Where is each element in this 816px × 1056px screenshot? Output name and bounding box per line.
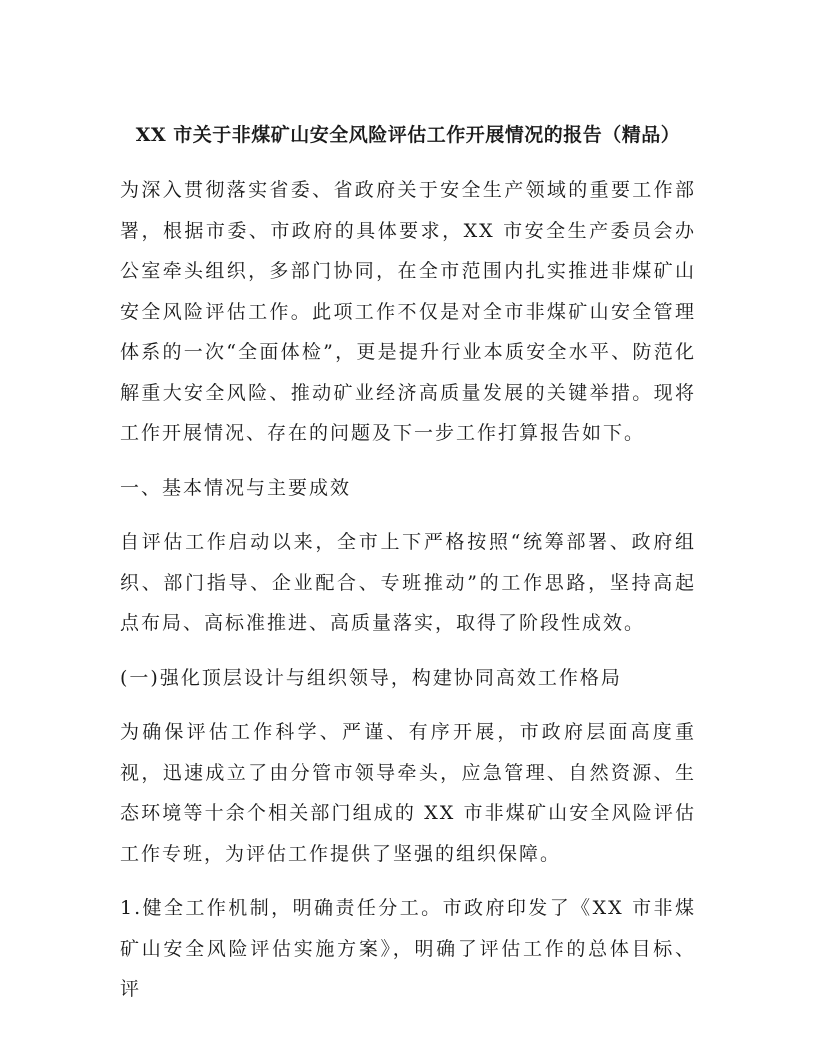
organization-paragraph: 为确保评估工作科学、严谨、有序开展，市政府层面高度重视，迅速成立了由分管市领导牵头，应急管理、自然资源、生态环境等十余个相关部门组成的 XX 市非煤矿山安全风险评估工作专班，为评估工作提供了坚强的组织保障。 xyxy=(120,721,696,865)
section-intro-paragraph: 自评估工作启动以来，全市上下严格按照“统筹部署、政府组织、部门指导、企业配合、专班推动”的工作思路，坚持高起点布局、高标准推进、高质量落实，取得了阶段性成效。 xyxy=(120,531,696,634)
section-heading-basic-situation: 一、基本情况与主要成效 xyxy=(120,476,352,499)
document-title: XX 市关于非煤矿山安全风险评估工作开展情况的报告（精品） xyxy=(135,124,681,146)
subsection-heading-organization: (一)强化顶层设计与组织领导，构建协同高效工作格局 xyxy=(120,666,622,689)
intro-paragraph: 为深入贯彻落实省委、省政府关于安全生产领域的重要工作部署，根据市委、市政府的具体要求，XX 市安全生产委员会办公室牵头组织，多部门协同，在全市范围内扎实推进非煤矿山安全风险评估工作。此项工作不仅是对全市非煤矿山安全管理体系的一次“全面体检”，更是提升行业本质安全水平、防范化解重大安全风险、推动矿业经济高质量发展的关键举措。现将工作开展情况、存在的问题及下一步工作打算报告如下。 xyxy=(120,179,696,444)
mechanism-paragraph: 1.健全工作机制，明确责任分工。市政府印发了《XX 市非煤矿山安全风险评估实施方案》，明确了评估工作的总体目标、评 xyxy=(120,897,696,1000)
document-page xyxy=(120,118,696,1024)
